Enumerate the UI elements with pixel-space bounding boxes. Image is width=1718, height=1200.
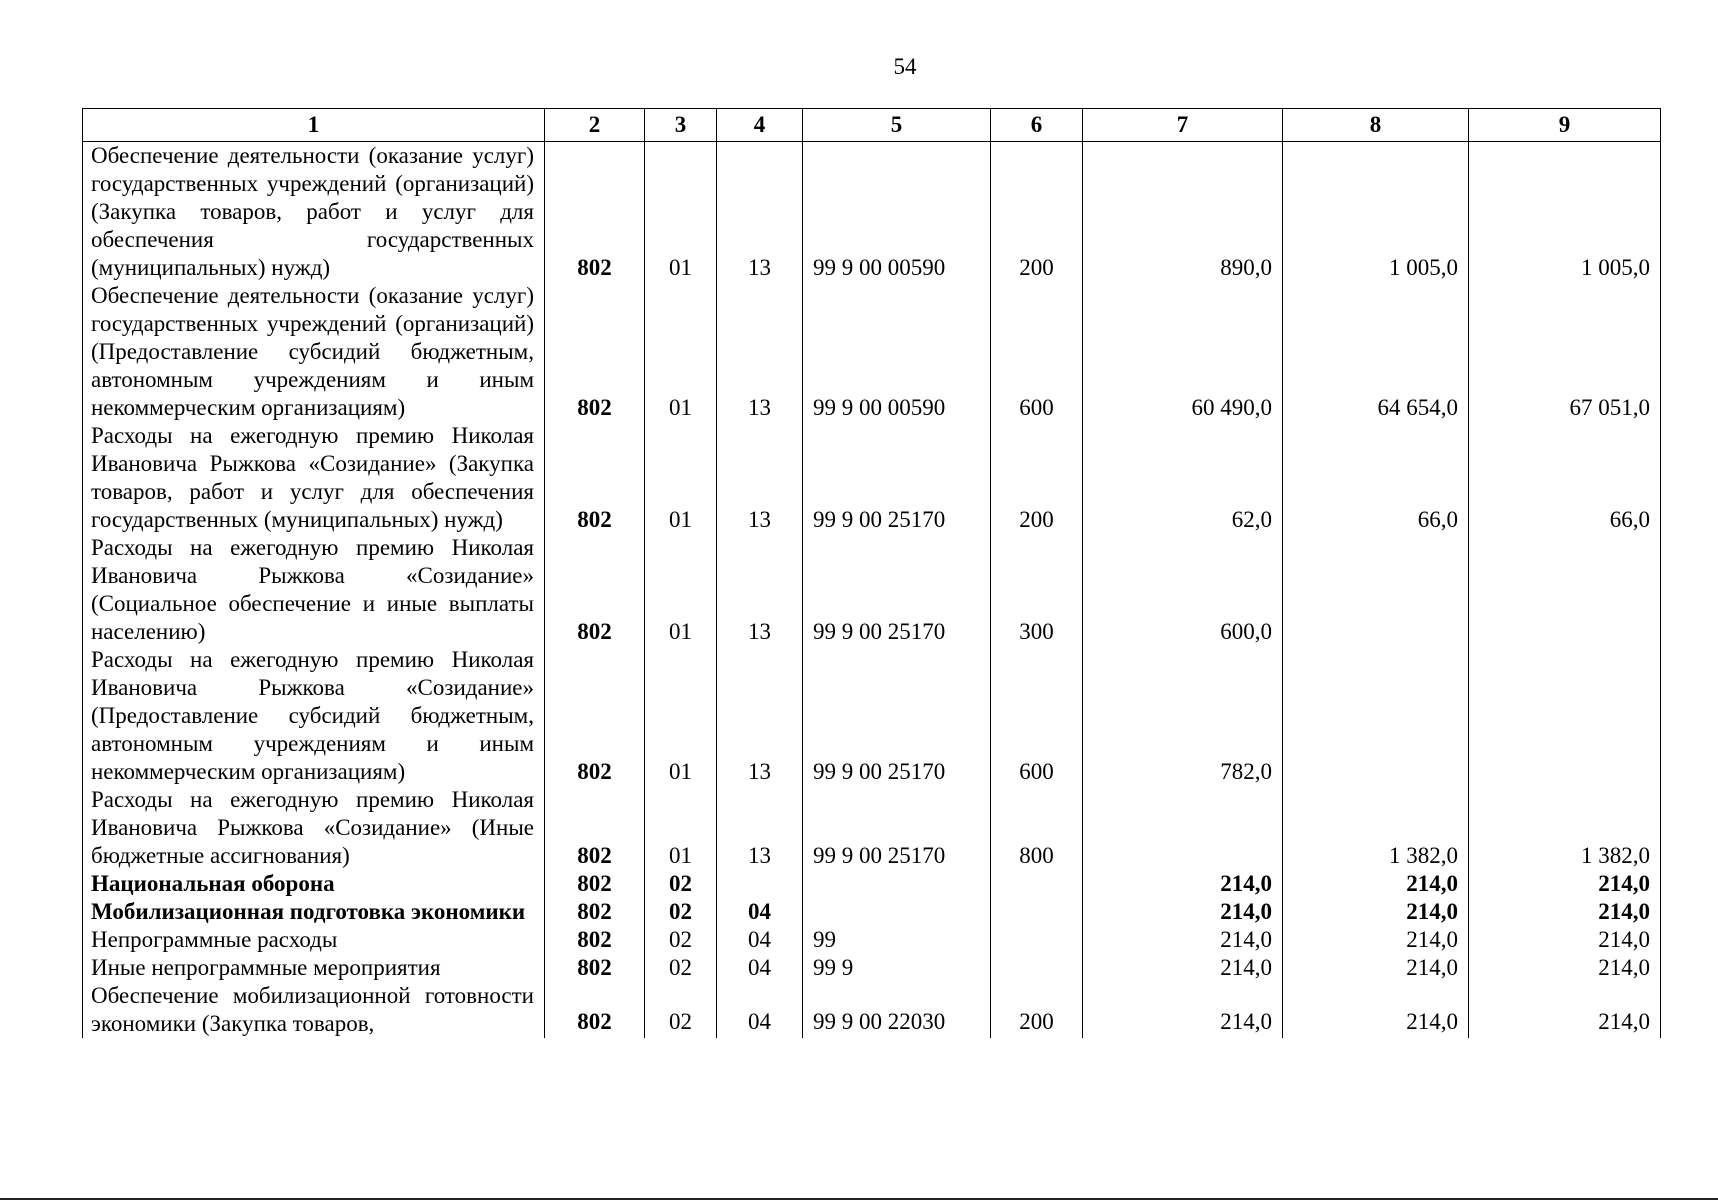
row-code-4: 04 <box>717 982 803 1038</box>
row-code-2: 802 <box>545 282 645 422</box>
row-amount-9: 1 005,0 <box>1469 142 1661 283</box>
row-code-6: 800 <box>991 786 1083 870</box>
row-code-6: 600 <box>991 282 1083 422</box>
row-description: Мобилизационная подготовка экономики <box>83 898 545 926</box>
row-description: Расходы на ежегодную премию Николая Ивановича Рыжкова «Созидание» (Социальное обеспечение и иные выплаты населению) <box>83 534 545 646</box>
row-description: Обеспечение деятельности (оказание услуг) государственных учреждений (организаций) (Закупка товаров, работ и услуг для обеспечения государственных (муниципальных) нужд) <box>83 142 545 283</box>
table-row <box>83 646 1661 786</box>
row-code-2: 802 <box>545 898 645 926</box>
row-code-5: 99 9 00 00590 <box>803 282 991 422</box>
row-code-6: 200 <box>991 142 1083 283</box>
table-row <box>83 898 1661 926</box>
row-code-6 <box>991 870 1083 898</box>
header-cell-2: 2 <box>545 109 645 142</box>
row-amount-9: 214,0 <box>1469 898 1661 926</box>
row-code-4: 13 <box>717 534 803 646</box>
row-code-2: 802 <box>545 982 645 1038</box>
row-amount-8: 214,0 <box>1283 870 1469 898</box>
table-row <box>83 142 1661 283</box>
budget-table-container <box>82 108 1661 1038</box>
row-code-6: 200 <box>991 982 1083 1038</box>
row-description: Иные непрограммные мероприятия <box>83 954 545 982</box>
header-cell-3: 3 <box>645 109 717 142</box>
row-code-2: 802 <box>545 646 645 786</box>
row-amount-8 <box>1283 646 1469 786</box>
row-code-4: 13 <box>717 142 803 283</box>
table-row <box>83 954 1661 982</box>
row-description: Обеспечение деятельности (оказание услуг) государственных учреждений (организаций) (Предоставление субсидий бюджетным, автономным учреждениям и иным некоммерческим организациям) <box>83 282 545 422</box>
row-amount-9: 214,0 <box>1469 926 1661 954</box>
row-amount-8: 214,0 <box>1283 982 1469 1038</box>
row-code-3: 02 <box>645 982 717 1038</box>
header-cell-4: 4 <box>717 109 803 142</box>
row-code-6: 300 <box>991 534 1083 646</box>
row-code-2: 802 <box>545 422 645 534</box>
header-cell-7: 7 <box>1083 109 1283 142</box>
row-code-3: 01 <box>645 786 717 870</box>
row-code-2: 802 <box>545 786 645 870</box>
row-amount-8: 1 005,0 <box>1283 142 1469 283</box>
row-code-4: 13 <box>717 646 803 786</box>
row-amount-8: 214,0 <box>1283 954 1469 982</box>
header-cell-9: 9 <box>1469 109 1661 142</box>
row-description: Расходы на ежегодную премию Николая Ивановича Рыжкова «Созидание» (Предоставление субсидий бюджетным, автономным учреждениям и иным некоммерческим организациям) <box>83 646 545 786</box>
row-code-3: 01 <box>645 422 717 534</box>
row-code-3: 02 <box>645 926 717 954</box>
row-description: Непрограммные расходы <box>83 926 545 954</box>
row-code-5: 99 9 00 25170 <box>803 422 991 534</box>
row-code-4: 04 <box>717 898 803 926</box>
row-code-2: 802 <box>545 142 645 283</box>
row-code-4: 04 <box>717 926 803 954</box>
table-row <box>83 282 1661 422</box>
row-amount-8: 214,0 <box>1283 926 1469 954</box>
row-amount-8: 214,0 <box>1283 898 1469 926</box>
row-amount-8: 64 654,0 <box>1283 282 1469 422</box>
header-cell-5: 5 <box>803 109 991 142</box>
row-description: Национальная оборона <box>83 870 545 898</box>
row-code-4: 04 <box>717 954 803 982</box>
row-code-4 <box>717 870 803 898</box>
row-amount-7: 62,0 <box>1083 422 1283 534</box>
row-code-5: 99 <box>803 926 991 954</box>
budget-table <box>82 108 1661 1038</box>
row-description: Обеспечение мобилизационной готовности экономики (Закупка товаров, <box>83 982 545 1038</box>
row-amount-9 <box>1469 646 1661 786</box>
row-amount-7: 890,0 <box>1083 142 1283 283</box>
header-row <box>83 109 1661 142</box>
row-code-3: 02 <box>645 954 717 982</box>
row-code-5: 99 9 00 25170 <box>803 646 991 786</box>
row-amount-9: 214,0 <box>1469 982 1661 1038</box>
table-row <box>83 870 1661 898</box>
row-code-2: 802 <box>545 870 645 898</box>
row-code-4: 13 <box>717 282 803 422</box>
row-code-3: 01 <box>645 534 717 646</box>
row-code-5: 99 9 00 22030 <box>803 982 991 1038</box>
row-amount-7: 782,0 <box>1083 646 1283 786</box>
row-code-6 <box>991 898 1083 926</box>
row-amount-7: 214,0 <box>1083 926 1283 954</box>
row-code-3: 01 <box>645 646 717 786</box>
row-amount-9 <box>1469 534 1661 646</box>
row-description: Расходы на ежегодную премию Николая Ивановича Рыжкова «Созидание» (Закупка товаров, работ и услуг для обеспечения государственных (муниципальных) нужд) <box>83 422 545 534</box>
table-body <box>83 142 1661 1039</box>
row-amount-8 <box>1283 534 1469 646</box>
table-row <box>83 926 1661 954</box>
row-code-3: 01 <box>645 282 717 422</box>
row-code-5 <box>803 898 991 926</box>
table-row <box>83 982 1661 1038</box>
header-cell-1: 1 <box>83 109 545 142</box>
row-code-6: 200 <box>991 422 1083 534</box>
table-row <box>83 534 1661 646</box>
table-row <box>83 422 1661 534</box>
row-amount-7 <box>1083 786 1283 870</box>
row-code-2: 802 <box>545 954 645 982</box>
row-amount-8: 66,0 <box>1283 422 1469 534</box>
row-amount-7: 214,0 <box>1083 982 1283 1038</box>
row-amount-7: 214,0 <box>1083 898 1283 926</box>
row-amount-7: 214,0 <box>1083 954 1283 982</box>
row-code-5: 99 9 00 25170 <box>803 786 991 870</box>
row-code-5 <box>803 870 991 898</box>
table-header <box>83 109 1661 142</box>
row-amount-9: 67 051,0 <box>1469 282 1661 422</box>
row-amount-9: 214,0 <box>1469 870 1661 898</box>
row-code-3: 02 <box>645 870 717 898</box>
row-code-4: 13 <box>717 786 803 870</box>
row-code-3: 01 <box>645 142 717 283</box>
header-cell-6: 6 <box>991 109 1083 142</box>
row-amount-8: 1 382,0 <box>1283 786 1469 870</box>
row-code-5: 99 9 00 25170 <box>803 534 991 646</box>
row-amount-9: 66,0 <box>1469 422 1661 534</box>
page-number: 54 <box>893 54 917 79</box>
row-code-5: 99 9 00 00590 <box>803 142 991 283</box>
row-code-6 <box>991 954 1083 982</box>
row-code-6: 600 <box>991 646 1083 786</box>
row-code-4: 13 <box>717 422 803 534</box>
header-cell-8: 8 <box>1283 109 1469 142</box>
row-amount-9: 214,0 <box>1469 954 1661 982</box>
row-code-3: 02 <box>645 898 717 926</box>
table-row <box>83 786 1661 870</box>
row-amount-7: 214,0 <box>1083 870 1283 898</box>
row-amount-7: 60 490,0 <box>1083 282 1283 422</box>
row-amount-7: 600,0 <box>1083 534 1283 646</box>
row-amount-9: 1 382,0 <box>1469 786 1661 870</box>
row-code-5: 99 9 <box>803 954 991 982</box>
row-description: Расходы на ежегодную премию Николая Ивановича Рыжкова «Созидание» (Иные бюджетные ассигнования) <box>83 786 545 870</box>
row-code-2: 802 <box>545 534 645 646</box>
row-code-2: 802 <box>545 926 645 954</box>
row-code-6 <box>991 926 1083 954</box>
